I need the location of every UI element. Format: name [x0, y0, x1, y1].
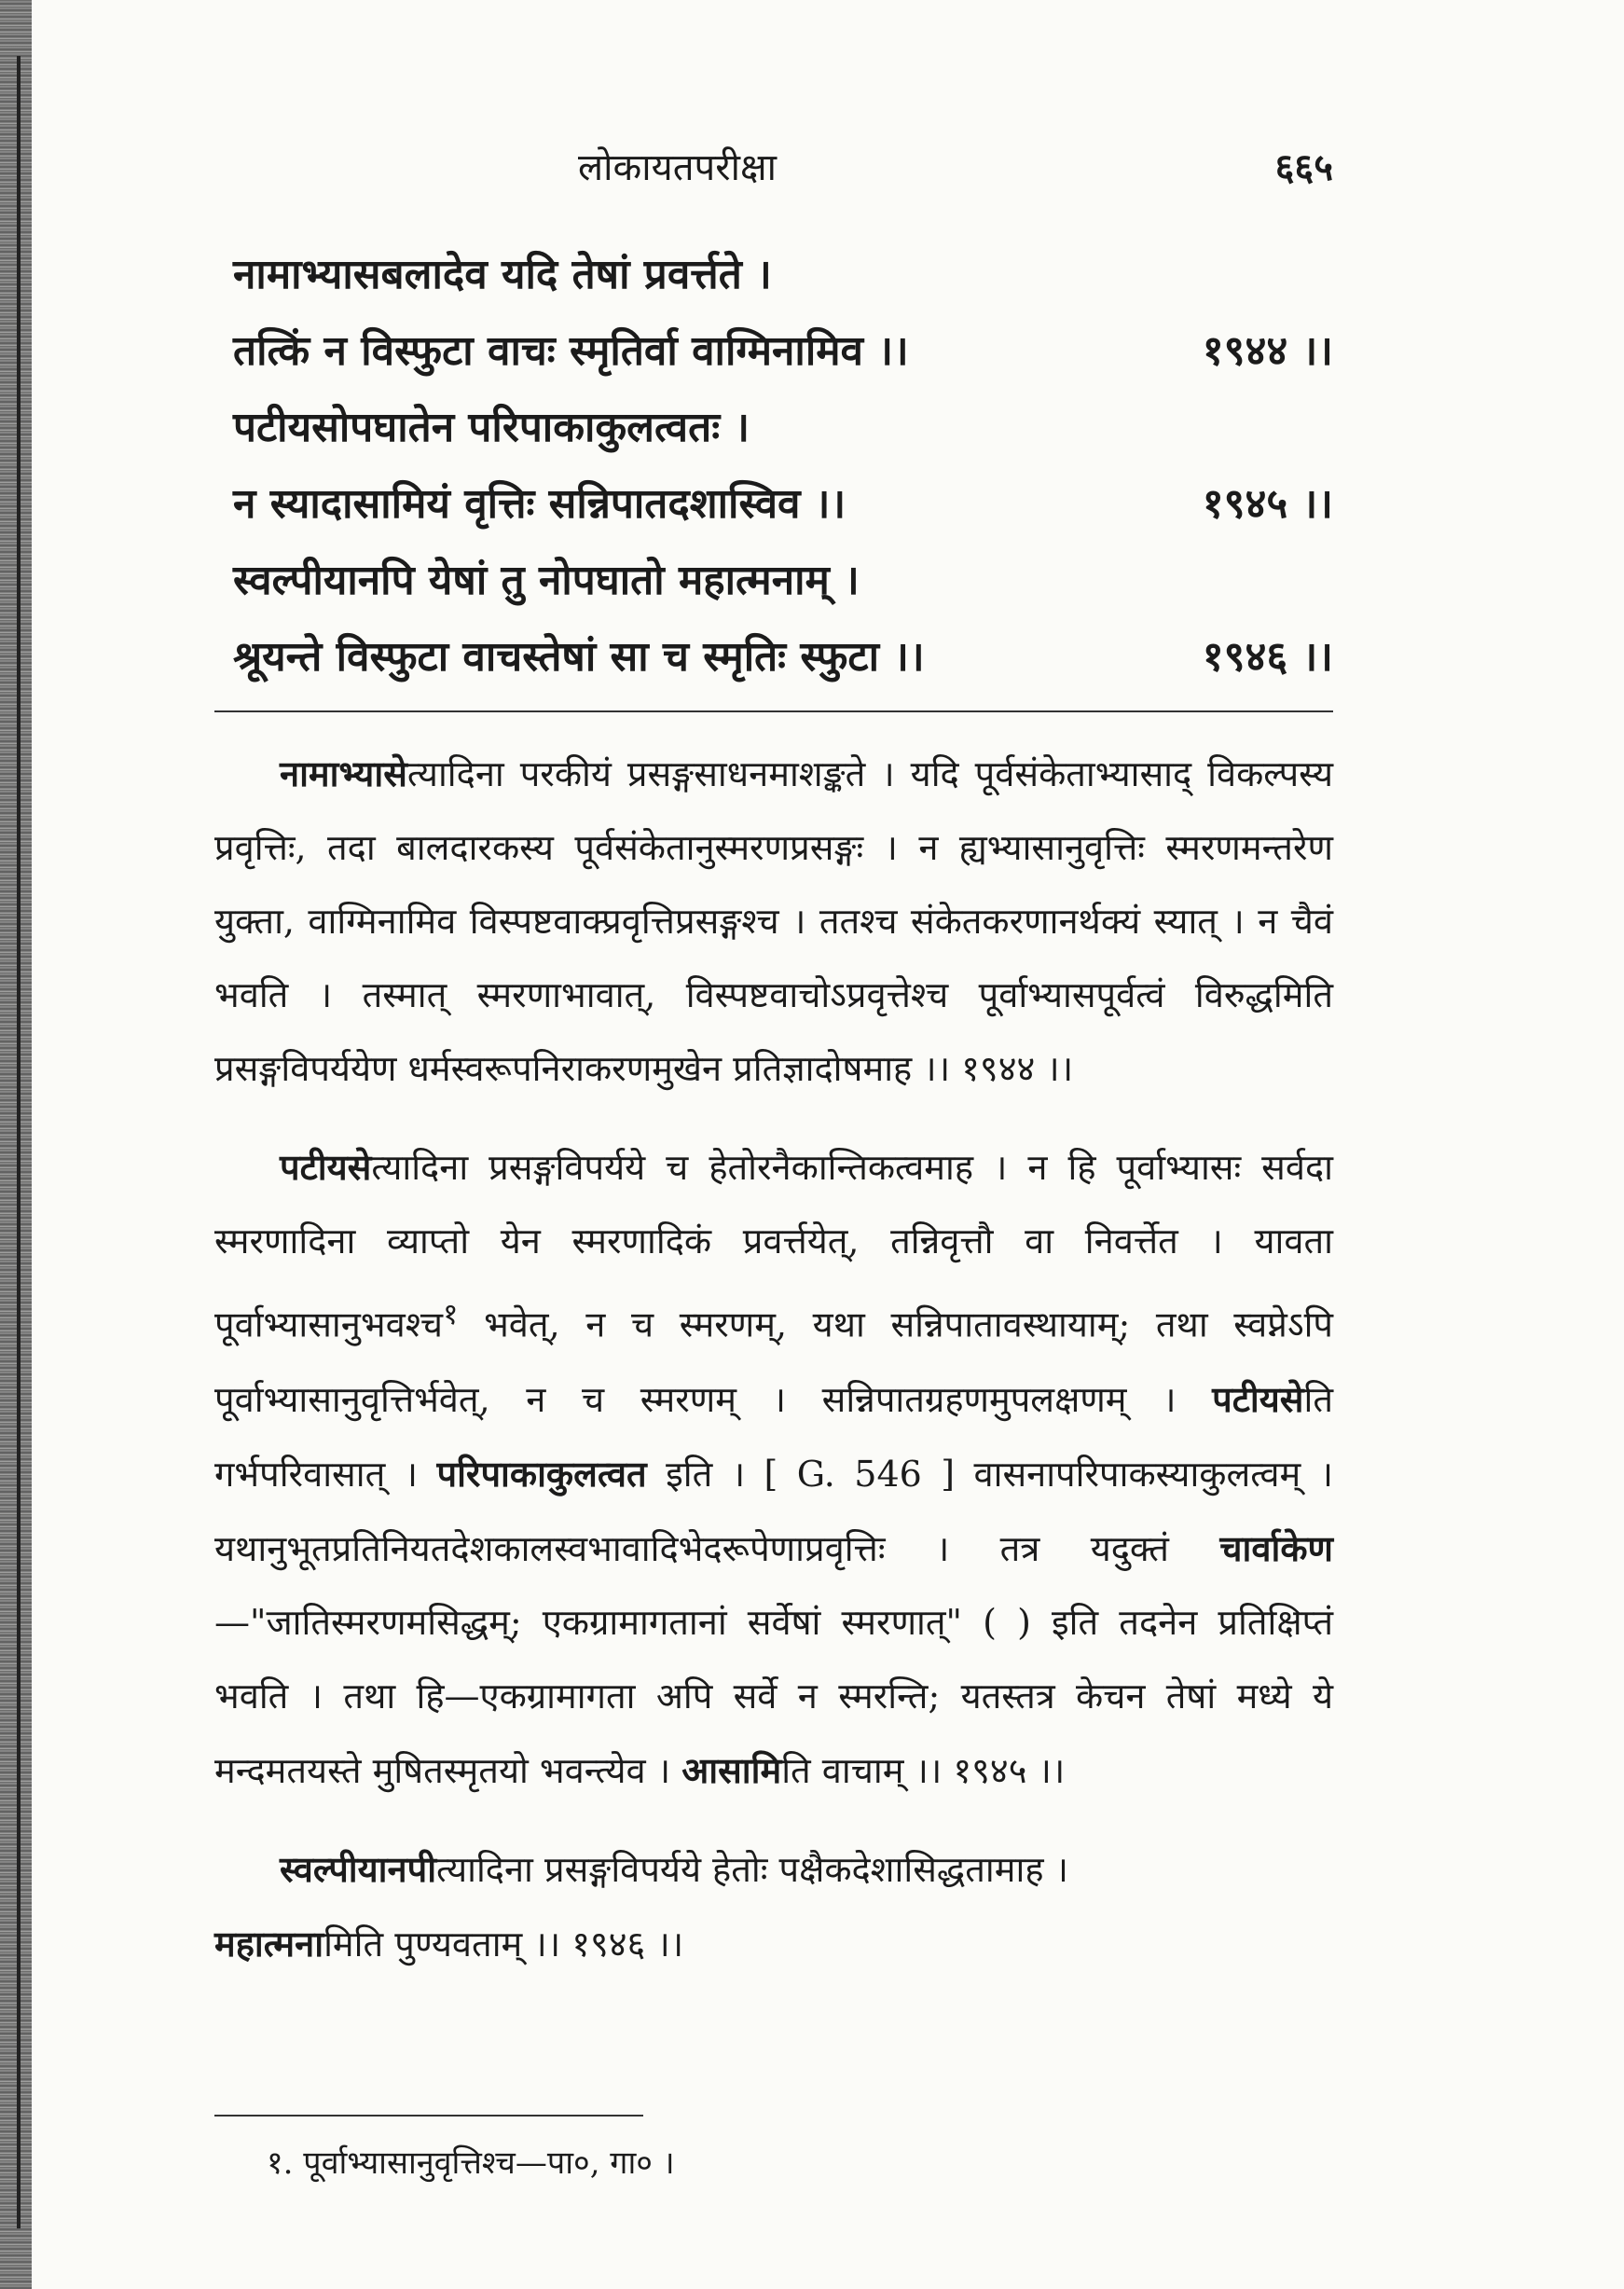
verse-line: [233, 627, 1333, 703]
footnote: १. पूर्वाभ्यासानुवृत्तिश्च—पा०, गा० ।: [267, 2144, 675, 2182]
lemma: नामाभ्यासे: [280, 752, 407, 794]
commentary: [214, 737, 1333, 2006]
commentary-text: त्यादिना प्रसङ्गविपर्यये च हेतोरनैकान्तिकत्वमाह । न हि पूर्वाभ्यासः सर्वदा स्मरणादिना व्याप्तो येन स्मरणादिकं प्रवर्त्तयेत्, तन्निवृत्तौ वा निवर्त्तेत । यावता पूर्वाभ्यासानुभवश्च: [214, 1147, 1333, 1345]
lemma: स्वल्पीयानपी: [280, 1847, 437, 1890]
verse-text: नामाभ्यासबलादेव यदि तेषां प्रवर्त्तते ।: [233, 251, 772, 298]
verse-text: न स्यादासामियं वृत्तिः सन्निपातदशास्विव ।।: [233, 480, 846, 528]
lemma: पटीयसे: [1212, 1377, 1304, 1420]
page-binding-edge: [0, 0, 32, 2289]
commentary-text: ति गर्भपरिवासात् ।: [214, 1378, 1333, 1495]
verse-commentary-divider: [214, 710, 1333, 712]
commentary-text: त्यादिना परकीयं प्रसङ्गसाधनमाशङ्कते । यदि पूर्वसंकेताभ्यासाद् विकल्पस्य प्रवृत्तिः, तदा बालदारकस्य पूर्वसंकेतानुस्मरणप्रसङ्गः । न ह्यभ्यासानुवृत्तिः स्मरणमन्तरेण युक्ता, वाग्मिनामिव विस्पष्टवाक्प्रवृत्तिप्रसङ्गश्च । ततश्च संकेतकरणानर्थक्यं स्यात् । न चैवं भवति । तस्मात् स्मरणाभावात्, विस्पष्टवाचोऽप्रवृत्तेश्च पूर्वाभ्यासपूर्वत्वं विरुद्धमिति प्रसङ्गविपर्ययेण धर्मस्वरूपनिराकरणमुखेन प्रतिज्ञादोषमाह ।। १९४४ ।।: [214, 753, 1333, 1089]
verse-line: [233, 474, 1333, 550]
lemma: चार्वाकेण: [1219, 1526, 1333, 1569]
book-page: [214, 0, 1333, 2289]
verse-line: [233, 550, 1333, 627]
verse-text: स्वल्पीयानपि येषां तु नोपघातो महात्मनाम् ।: [233, 557, 860, 604]
running-title: लोकायतपरीक्षा: [578, 146, 778, 189]
page-header: [214, 140, 1333, 196]
commentary-text: त्यादिना प्रसङ्गविपर्यये हेतोः पक्षैकदेशासिद्धतामाह ।: [436, 1848, 1068, 1890]
verse-block: [233, 244, 1333, 703]
verse-text: पटीयसोपघातेन परिपाकाकुलत्वतः ।: [233, 404, 750, 451]
footnote-divider: [214, 2115, 643, 2117]
verse-text: तत्किं न विस्फुटा वाचः स्मृतिर्वा वाग्मिनामिव ।।: [233, 327, 909, 375]
commentary-text: —"जातिस्मरणमसिद्धम्; एकग्रामागतानां सर्वेषां स्मरणात्" ( ) इति तदनेन प्रतिक्षिप्तं भवति । तथा हि—एकग्रामागता अपि सर्वे न स्मरन्ति; यतस्तत्र केचन तेषां मध्ये ये मन्दमतयस्ते मुषितस्मृतयो भवन्त्येव ।: [214, 1601, 1333, 1791]
commentary-text: भवेत्, न च स्मरणम्, यथा सन्निपातावस्थायाम्; तथा स्वप्नेऽपि पूर्वाभ्यासानुवृत्तिर्भवेत्, न च स्मरणम् । सन्निपातग्रहणमुपलक्षणम् ।: [214, 1303, 1333, 1420]
footnote-marker: १: [443, 1298, 459, 1331]
lemma: पटीयसे: [280, 1146, 372, 1188]
lemma: आसामि: [681, 1748, 782, 1791]
verse-line: [233, 397, 1333, 474]
commentary-paragraph-1946: [214, 1832, 1333, 1981]
commentary-text: इति । [ G. 546 ] वासनापरिपाकस्याकुलत्वम् । यथानुभूतप्रतिनियतदेशकालस्वभावादिभेदरूपेणाप्रवृत्तिः । तत्र यदुक्तं: [214, 1453, 1333, 1569]
lemma: परिपाकाकुलत्वत: [436, 1452, 647, 1495]
verse-number: १९४६ ।।: [1202, 633, 1333, 681]
commentary-text: ति वाचाम् ।। १९४५ ।।: [781, 1749, 1066, 1791]
verse-text: श्रूयन्ते विस्फुटा वाचस्तेषां सा च स्मृतिः स्फुटा ।।: [233, 633, 925, 681]
commentary-paragraph-1945: [214, 1130, 1333, 1808]
commentary-paragraph-1944: [214, 737, 1333, 1106]
binding-line: [17, 56, 21, 2228]
lemma: महात्मना: [214, 1922, 324, 1965]
verse-number: १९४५ ।।: [1202, 480, 1333, 528]
page-number: ६६५: [1274, 145, 1333, 189]
verse-number: १९४४ ।।: [1202, 327, 1333, 375]
verse-line: [233, 244, 1333, 321]
commentary-text: मिति पुण्यवताम् ।। १९४६ ।।: [323, 1923, 684, 1965]
verse-line: [233, 321, 1333, 397]
